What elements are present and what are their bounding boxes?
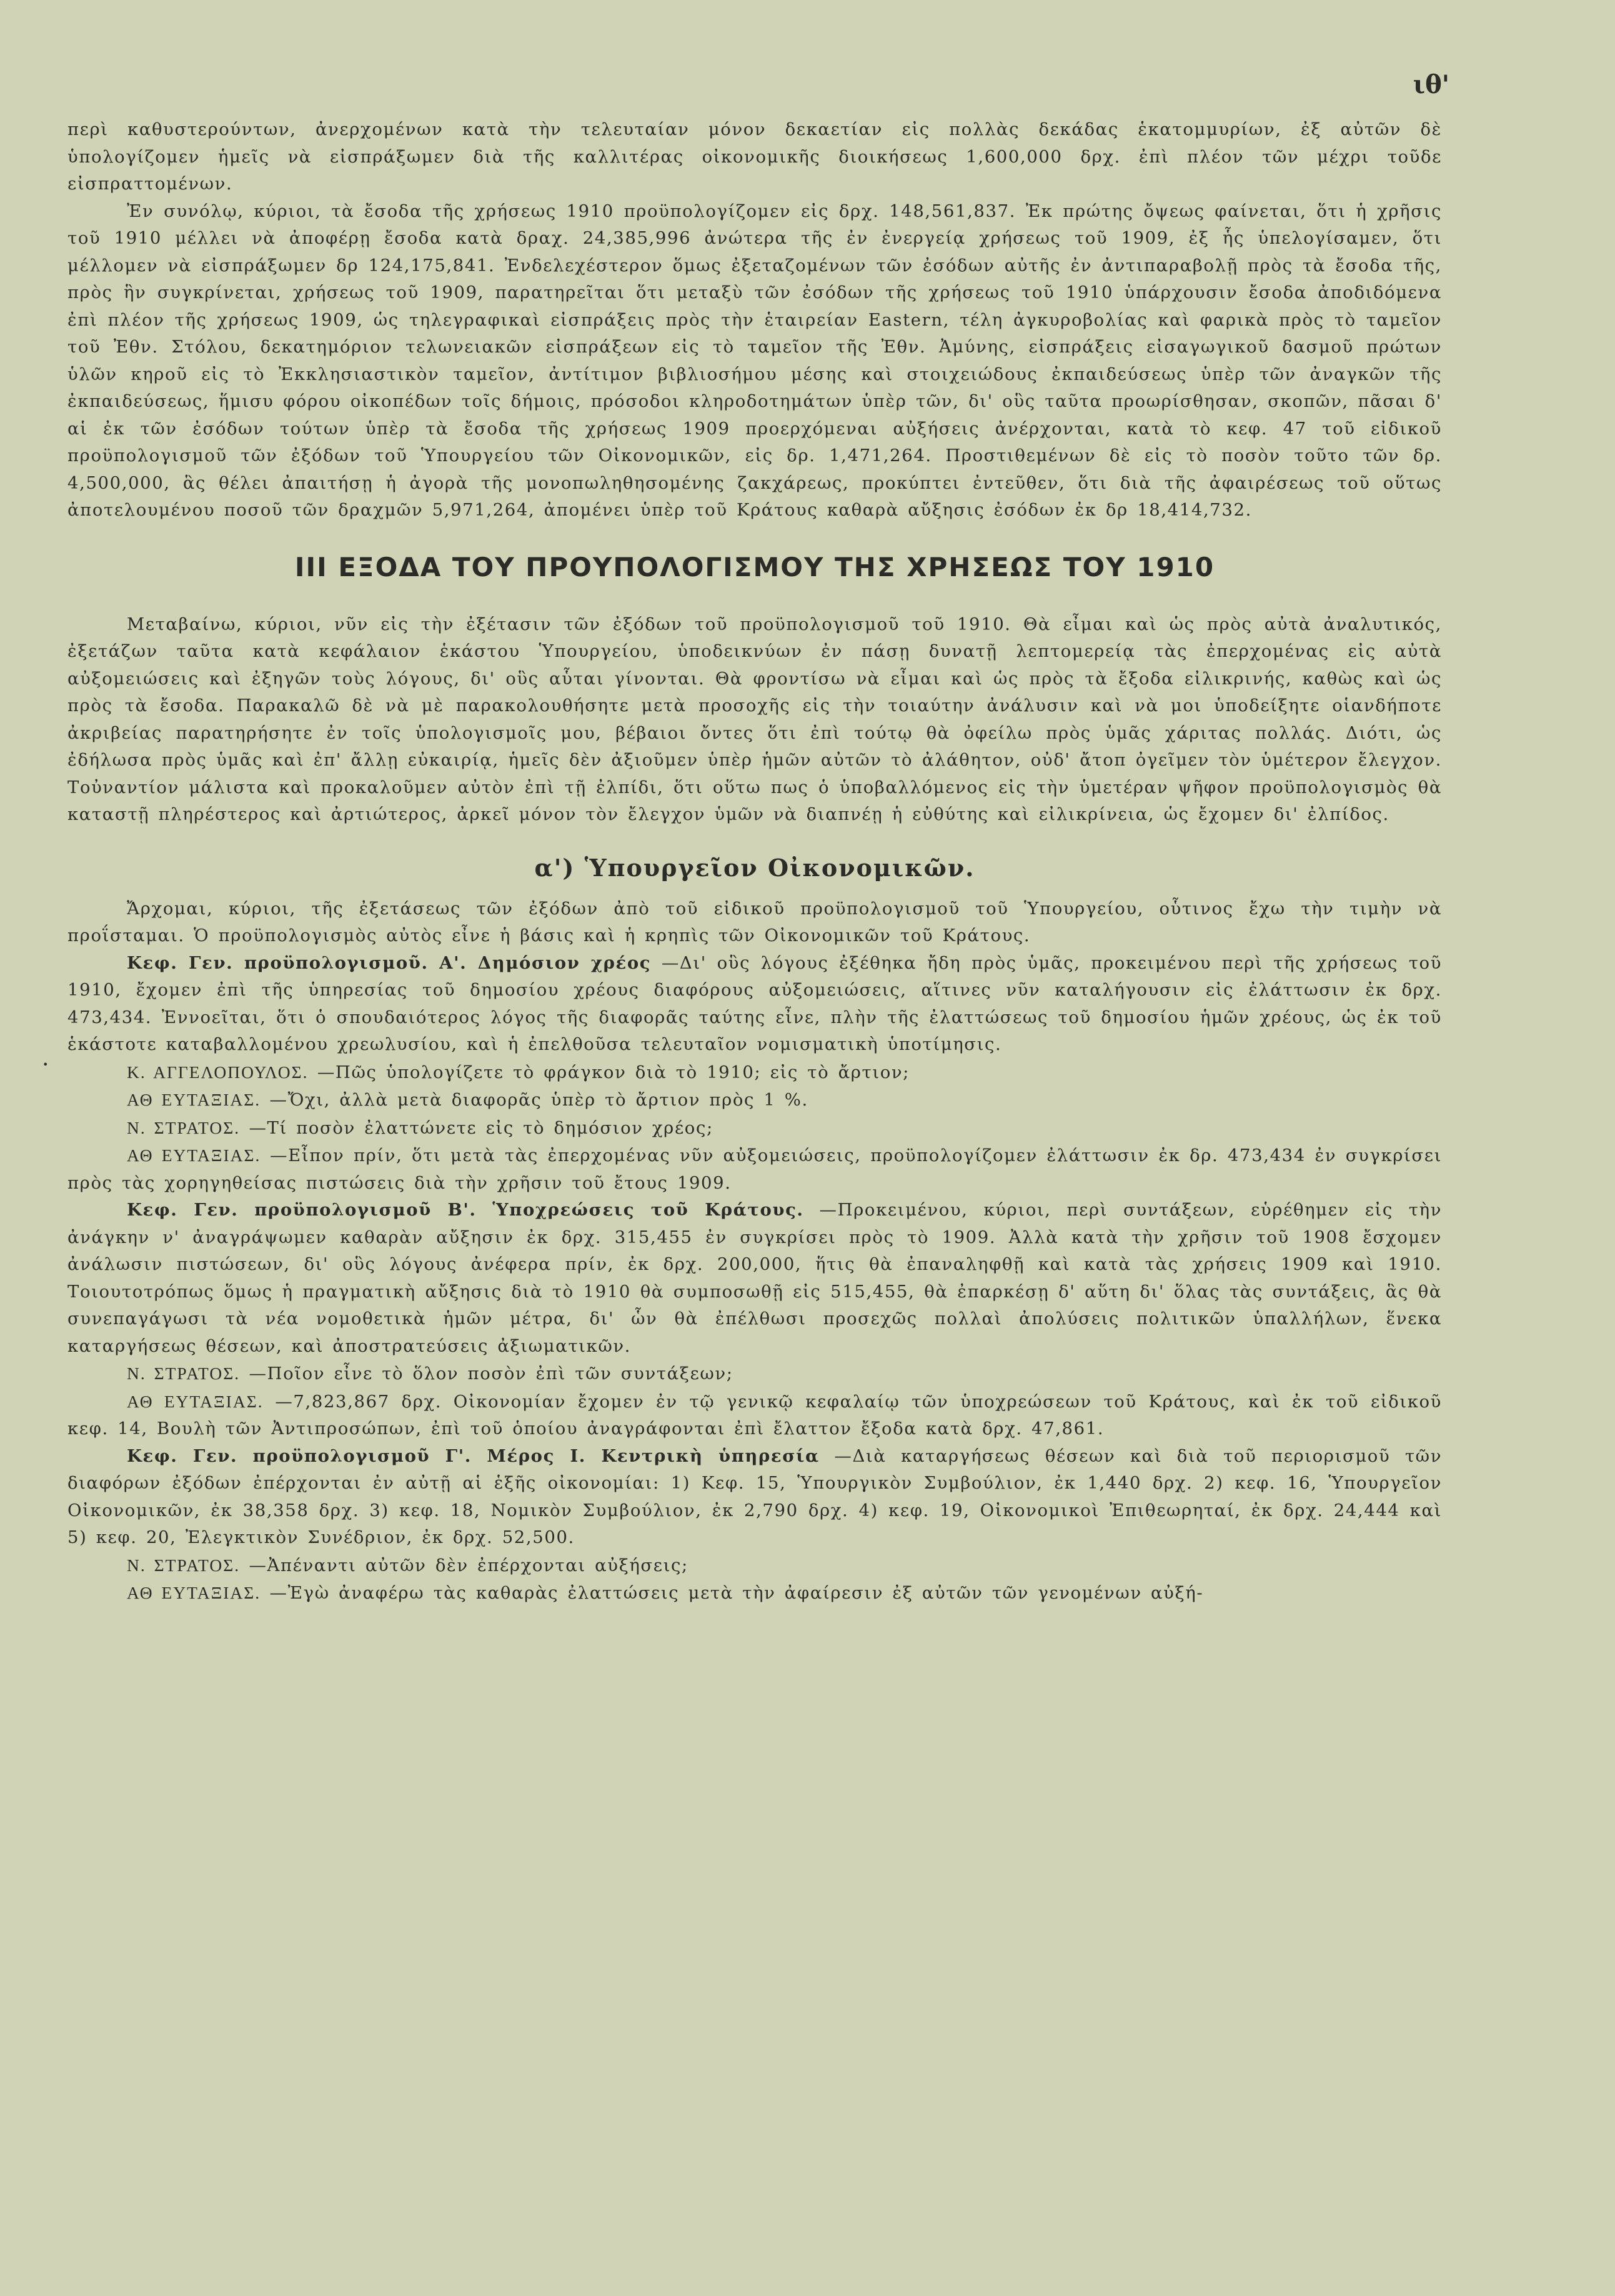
chapter-b-paragraph [67,1197,1442,1360]
chapter-c-paragraph [67,1443,1442,1552]
dialogue-block-1: • Κ. ΑΓΓΕΛΟΠΟΥΛΟΣ. —Πῶς ὑπολογίζετε τὸ φράγκον διὰ τὸ 1910; εἰς τὸ ἄρτιον; ΑΘ ΕΥΤΑΞΙΑΣ. —Ὄχι, ἀλλὰ μετὰ διαφορᾶς ὑπὲρ τὸ ἄρτιον πρὸς 1 %. Ν. ΣΤΡΑΤΟΣ. —Τί ποσὸν ἐλαττώνετε εἰς τὸ δημόσιον χρέος; ΑΘ ΕΥΤΑΞΙΑΣ. —Εἶπον πρίν, ὅτι μετὰ τὰς ἐπερχομένας νῦν αὐξομειώσεις, προϋπολογίζομεν ἐλάττωσιν ἐκ δρ. 473,434 ἐν συγκρίσει πρὸς τὰς χορηγηθείσας πιστώσεις διὰ τὴν χρῆσιν τοῦ ἔτους 1909. [67,1059,1442,1197]
speech-text: —Ποῖον εἶνε τὸ ὅλον ποσὸν ἐπὶ τῶν συντάξεων; [249,1364,733,1384]
dialogue-block-2 [67,1360,1442,1443]
dialogue-line [67,1114,1442,1142]
speaker-name: ΑΘ ΕΥΤΑΞΙΑΣ. [127,1090,261,1109]
dialogue-line [67,1552,1442,1580]
chapter-a-label: Κεφ. Γεν. προϋπολογισμοῦ. Α'. Δημόσιον χρέος [127,952,652,973]
dialogue-line [67,1388,1442,1443]
chapter-a-text: —Δι' οὓς λόγους ἐξέθηκα ἤδη πρὸς ὑμᾶς, προκειμένου περὶ τῆς χρήσεως τοῦ 1910, ἔχομεν ἐπὶ τῆς ὑπηρεσίας τοῦ δημοσίου χρέους διαφόρους αὐξομειώσεις, αἵτινες νῦν καταλήγουσιν εἰς ἐλάττωσιν ἐκ δρχ. 473,434. Ἐννοεῖται, ὅτι ὁ σπουδαιότερος λόγος τῆς διαφορᾶς ταύτης εἶνε, πλὴν τῆς ἐλαττώσεως τοῦ δημοσίου ἡμῶν χρέους, ὡς ἐκ τοῦ ἑκάστοτε καταβαλλομένου χρεωλυσίου, καὶ ἡ ἐπελθοῦσα τελευταῖον νομισματικὴ ὑποτίμησις. [67,952,1443,1054]
speaker-name: Ν. ΣΤΡΑΤΟΣ. [127,1117,241,1137]
dialogue-line [67,1360,1442,1388]
chapter-b-label: Κεφ. Γεν. προϋπολογισμοῦ Β'. Ὑποχρεώσεις τοῦ Κράτους. [127,1200,804,1220]
speaker-name: ΑΘ ΕΥΤΑΞΙΑΣ. [127,1583,261,1602]
speech-text: —Ἀπέναντι αὐτῶν δὲν ἐπέρχονται αὐξήσεις; [249,1555,688,1575]
chapter-c-label: Κεφ. Γεν. προϋπολογισμοῦ Γ'. Μέρος Ι. Κεντρικὴ ὑπηρεσία [127,1445,820,1466]
subheading-ministry: α') Ὑπουργεῖον Οἰκονομικῶν. [534,853,975,882]
page-body [42,56,1443,1607]
dialogue-line [67,1579,1442,1607]
page-number: ιθ' [1413,70,1449,99]
chapter-b-text: —Προκειμένου, κύριοι, περὶ συντάξεων, εὑρέθημεν εἰς τὴν ἀνάγκην ν' ἀναγράψωμεν καθαρὰν αὔξησιν ἐκ δρχ. 315,455 ἐν συγκρίσει πρὸς τὸ 1909. Ἀλλὰ κατὰ τὴν χρῆσιν τοῦ 1908 ἔσχομεν ἀνάλωσιν πιστώσεων, δι' οὓς λόγους ἀνέφερα πρίν, ἐκ δρχ. 200,000, ἥτις θὰ ἐπαναληφθῇ καὶ κατὰ τὰς χρήσεις 1909 καὶ 1910. Τοιουτοτρόπως ὅμως ἡ πραγματικὴ αὔξησις διὰ τὸ 1910 θὰ συμποσωθῇ εἰς 515,455, θὰ ἐπαρκέσῃ δ' αὕτη δι' ὅλας τὰς συντάξεις, ἃς θὰ συνεπαγάγωσι τὰ νέα νομοθετικὰ ἡμῶν μέτρα, δι' ὧν θὰ ἐπέλθωσι προσεχῶς πολλαὶ ἀπολύσεις πολιτικῶν ὑπαλλήλων, ἕνεκα καταργήσεως θέσεων, καὶ ἀποστρατεύσεις ἀξιωματικῶν. [67,1200,1443,1356]
chapter-a-paragraph [67,950,1442,1059]
speaker-name: Ν. ΣΤΡΑΤΟΣ. [127,1555,241,1575]
section-heading: III ΕΞΟΔΑ ΤΟΥ ΠΡΟΥΠΟΛΟΓΙΣΜΟΥ ΤΗΣ ΧΡΗΣΕΩΣ ΤΟΥ 1910 [294,551,1215,582]
dialogue-line [67,1059,1442,1087]
speech-text: —Εἶπον πρίν, ὅτι μετὰ τὰς ἐπερχομένας νῦν αὐξομειώσεις, προϋπολογίζομεν ἐλάττωσιν ἐκ δρ. 473,434 ἐν συγκρίσει πρὸς τὰς χορηγηθείσας πιστώσεις διὰ τὴν χρῆσιν τοῦ ἔτους 1909. [67,1146,1442,1193]
paragraph-collection: περὶ καθυστερούντων, ἀνερχομένων κατὰ τὴν τελευταίαν μόνον δεκαετίαν εἰς πολλὰς δεκάδας ἑκατομμυρίων, ἐξ αὐτῶν δὲ ὑπολογίζομεν ἡμεῖς νὰ εἰσπράξωμεν διὰ τῆς καλλιτέρας οἰκονομικῆς διοικήσεως 1,600,000 δρχ. ἐπὶ πλέον τῶν μέχρι τοῦδε εἰσπραττομένων. [67,119,1442,194]
paragraph-revenue-total: Ἐν συνόλῳ, κύριοι, τὰ ἔσοδα τῆς χρήσεως 1910 προϋπολογίζομεν εἰς δρχ. 148,561,837. Ἐκ πρώτης ὄψεως φαίνεται, ὅτι ἡ χρῆσις τοῦ 1910 μέλλει νὰ ἀποφέρῃ ἔσοδα κατὰ δραχ. 24,385,996 ἀνώτερα τῆς ἐν ἐνεργείᾳ χρήσεως τοῦ 1909, ἐξ ἧς ὑπελογίσαμεν, ὅτι μέλλομεν νὰ εἰσπράξωμεν δρ 124,175,841. Ἐνδελεχέστερον ὅμως ἐξεταζομένων τῶν ἐσόδων αὐτῆς ἐν ἀντιπαραβολῇ πρὸς τὰ ἔσοδα τῆς, πρὸς ἣν συγκρίνεται, χρήσεως τοῦ 1909, παρατηρεῖται ὅτι μεταξὺ τῶν ἐσόδων τῆς χρήσεως τοῦ 1910 ὑπάρχουσιν ἔσοδα ἀποδιδόμενα ἐπὶ πλέον τῆς χρήσεως 1909, ὡς τηλεγραφικαὶ εἰσπράξεις πρὸς τὴν ἑταιρείαν Eastern, τέλη ἀγκυροβολίας καὶ φαρικὰ πρὸς τὸ ταμεῖον τοῦ Ἐθν. Στόλου, δεκατημόριον τελωνειακῶν εἰσπράξεων εἰς τὸ ταμεῖον τῆς Ἐθν. Ἀμύνης, εἰσπράξεις εἰσαγωγικοῦ δασμοῦ πρώτων ὑλῶν κηροῦ εἰς τὸ Ἐκκλησιαστικὸν ταμεῖον, ἀντίτιμον βιβλιοσήμου μέσης καὶ στοιχειώδους ἐκπαιδεύσεως ὑπὲρ τῶν ἀναγκῶν τῆς ἐκπαιδεύσεως, ἥμισυ φόρου οἰκοπέδων τοῖς δήμοις, πρόσοδοι κληροδοτημάτων ὑπὲρ τῶν, δι' οὓς ταῦτα προωρίσθησαν, σκοπῶν, πᾶσαι δ' αἱ ἐκ τῶν ἐσόδων τούτων ὑπὲρ τὰ ἔσοδα τῆς χρήσεως 1909 προερχόμεναι αὐξήσεις ἀνέρχονται, κατὰ τὸ κεφ. 47 τοῦ εἰδικοῦ προϋπολογισμοῦ τῶν ἐξόδων τοῦ Ὑπουργείου τῶν Οἰκονομικῶν, εἰς δρ. 1,471,264. Προστιθεμένων δὲ εἰς τὸ ποσὸν τοῦτο τῶν δρ. 4,500,000, ἃς θέλει ἀπαιτήσῃ ἡ ἀγορὰ τῆς μονοπωληθησομένης ζακχάρεως, προκύπτει ἐντεῦθεν, ὅτι διὰ τῆς ἀφαιρέσεως τοῦ οὕτως ἀποτελουμένου ποσοῦ τῶν δραχμῶν 5,971,264, ἀπομένει ὑπὲρ τοῦ Κράτους καθαρὰ αὔξησις ἐσόδων ἐκ δρ 18,414,732. [67,201,1442,520]
dialogue-block-3 [67,1552,1442,1607]
speech-text: —7,823,867 δρχ. Οἰκονομίαν ἔχομεν ἐν τῷ γενικῷ κεφαλαίῳ τῶν ὑποχρεώσεων τοῦ Κράτους, καὶ ἐκ τοῦ εἰδικοῦ κεφ. 14, Βουλὴ τῶν Ἀντιπροσώπων, ἐπὶ τοῦ ὁποίου ἀναγράφονται ἐπὶ ἔλαττον ἔξοδα κατὰ δρχ. 47,861. [67,1391,1442,1439]
paragraph-ministry-intro: Ἄρχομαι, κύριοι, τῆς ἐξετάσεως τῶν ἐξόδων ἀπὸ τοῦ εἰδικοῦ προϋπολογισμοῦ τοῦ Ὑπουργείου, οὗτινος ἔχω τὴν τιμὴν νὰ προΐσταμαι. Ὁ προϋπολογισμὸς αὐτὸς εἶνε ἡ βάσις καὶ ἡ κρηπὶς τῶν Οἰκονομικῶν τοῦ Κράτους. [67,898,1442,946]
speech-text: —Ἐγὼ ἀναφέρω τὰς καθαρὰς ἐλαττώσεις μετὰ τὴν ἀφαίρεσιν ἐξ αὐτῶν τῶν γενομένων αὐξή- [269,1583,1204,1603]
paragraph-expenses-intro: Μεταβαίνω, κύριοι, νῦν εἰς τὴν ἐξέτασιν τῶν ἐξόδων τοῦ προϋπολογισμοῦ τοῦ 1910. Θὰ εἶμαι καὶ ὡς πρὸς αὐτὰ ἀναλυτικός, ἐξετάζων ταῦτα κατὰ κεφάλαιον ἑκάστου Ὑπουργείου, ὑποδεικνύων ἐν πάσῃ δυνατῇ λεπτομερείᾳ τὰς ἐπερχομένας εἰς αὐτὰ αὐξομειώσεις καὶ ἐξηγῶν τοὺς λόγους, δι' οὓς αὗται γίνονται. Θὰ φροντίσω νὰ εἶμαι καὶ ὡς πρὸς τὰ ἔξοδα εἰλικρινής, καθὼς καὶ ὡς πρὸς τὰ ἔσοδα. Παρακαλῶ δὲ νὰ μὲ παρακολουθήσητε μετὰ προσοχῆς εἰς τὴν τοιαύτην ἀνάλυσιν καὶ νὰ μοι ὑποδείξητε οἱανδήποτε ἀκριβείας παρατηρήσητε ἐν τοῖς ὑπολογισμοῖς μου, βέβαιοι ὄντες ὅτι ἐπὶ τούτῳ θὰ ὀφείλω πρὸς ὑμᾶς χάριτας πολλάς. Διότι, ὡς ἐδήλωσα πρὸς ὑμᾶς καὶ ἐπ' ἄλλῃ εὐκαιρίᾳ, ἡμεῖς δὲν ἀξιοῦμεν ὑπὲρ ἡμῶν αὐτῶν τὸ ἀλάθητον, οὐδ' ἄτοπ ὀγεῖμεν τὸν ὑμέτερον ἔλεγχον. Τοὐναντίον μάλιστα καὶ προκαλοῦμεν αὐτὸν ἐπὶ τῇ ἐλπίδι, ὅτι οὕτω πως ὁ ὑποβαλλόμενος εἰς τὴν ὑμετέραν ψῆφον προϋπολογισμὸς θὰ καταστῇ πληρέστερος καὶ ἀρτιώτερος, ἀρκεῖ μόνον τὸν ἔλεγχον ὑμῶν νὰ διαπνέῃ ἡ εὐθύτης καὶ εἰλικρίνεια, ὡς ἔχομεν δι' ἐλπίδος. [67,614,1442,824]
speaker-name: ΑΘ ΕΥΤΑΞΙΑΣ. [127,1391,264,1411]
speech-text: —Πῶς ὑπολογίζετε τὸ φράγκον διὰ τὸ 1910; εἰς τὸ ἄρτιον; [317,1062,910,1082]
speaker-name: Κ. ΑΓΓΕΛΟΠΟΥΛΟΣ. [127,1062,309,1082]
dialogue-line [67,1142,1442,1197]
dialogue-line [67,1086,1442,1114]
speech-text: —Τί ποσὸν ἐλαττώνετε εἰς τὸ δημόσιον χρέος; [249,1117,713,1138]
chapter-c-text: —Διὰ καταργήσεως θέσεων καὶ διὰ τοῦ περιορισμοῦ τῶν διαφόρων ἐξόδων ἐπέρχονται ἐν αὐτῇ αἱ ἑξῆς οἰκονομίαι: 1) Κεφ. 15, Ὑπουργικὸν Συμβούλιον, ἐκ 1,440 δρχ. 2) κεφ. 16, Ὑπουργεῖον Οἰκονομικῶν, ἐκ 38,358 δρχ. 3) κεφ. 18, Νομικὸν Συμβούλιον, ἐκ 2,790 δρχ. 4) κεφ. 19, Οἰκονομικοὶ Ἐπιθεωρηταί, ἐκ δρχ. 24,444 καὶ 5) κεφ. 20, Ἐλεγκτικὸν Συνέδριον, ἐκ δρχ. 52,500. [67,1445,1443,1547]
speech-text: —Ὄχι, ἀλλὰ μετὰ διαφορᾶς ὑπὲρ τὸ ἄρτιον πρὸς 1 %. [269,1090,808,1110]
speaker-name: ΑΘ ΕΥΤΑΞΙΑΣ. [127,1146,261,1165]
speaker-name: Ν. ΣΤΡΑΤΟΣ. [127,1364,241,1383]
